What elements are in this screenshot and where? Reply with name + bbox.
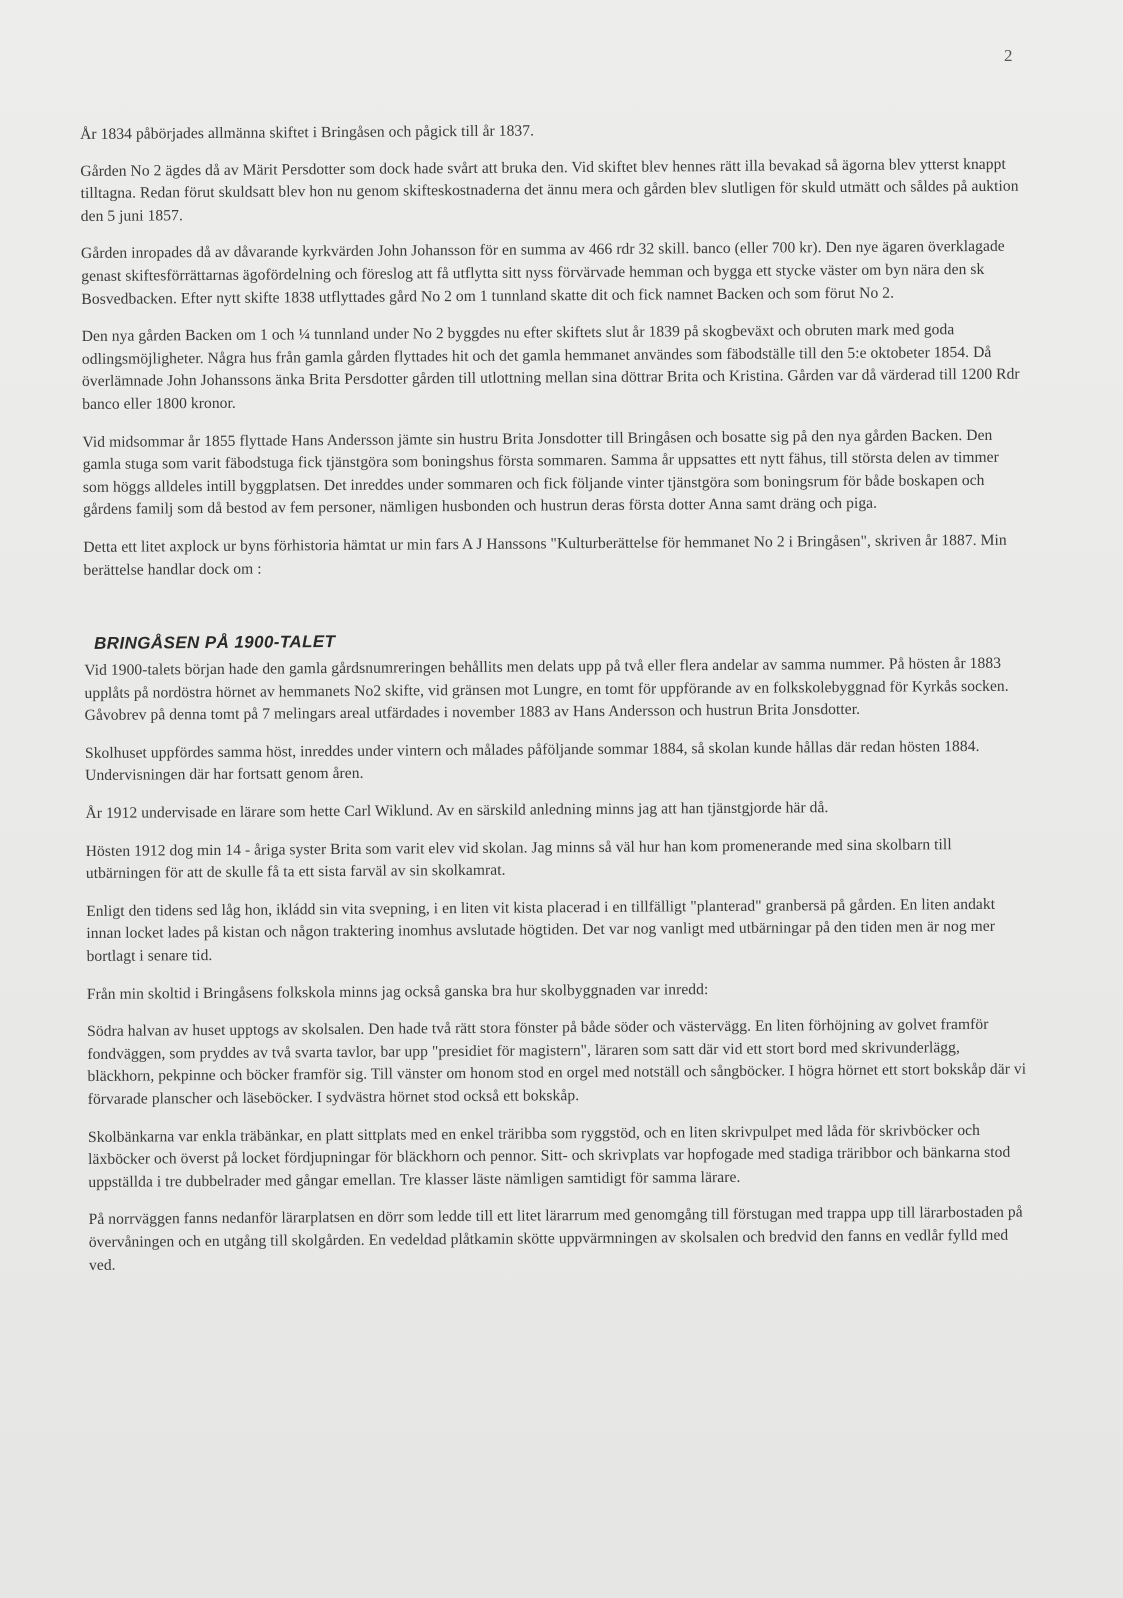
paragraph: Södra halvan av huset upptogs av skolsalen. Den hade två rätt stora fönster på både söder och västervägg. En liten förhöjning av golvet framför fondväggen, som pryddes av två svarta tavlor, bar upp "presidiet för magistern", läraren som satt där vid ett stort bord med skrivunderlägg, bläckhorn, pekpinne och böcker framför sig. Till vänster om honom stod en orgel med notställ och sångböcker. I högra hörnet ett stort bokskåp där vi förvarade planscher och läseböcker. I sydvästra hörnet stod också ett bokskåp. — [87, 1016, 1027, 1108]
paragraph: Enligt den tidens sed låg hon, ikládd sin vita svepning, i en liten vit kista placerad i en tillfälligt "planterad" granbersä på gården. En liten andakt innan locket lades på kistan och någon traktering inomhus avslutade högtiden. Det var nog vanligt med utbärningar på den tiden men är nog mer bortlagt i senare tid. — [86, 895, 996, 966]
paragraph: Gården inropades då av dåvarande kyrkvärden John Johansson för en summa av 466 rdr 32 skill. banco (eller 700 kr). Den nye ägaren överklagade genast skiftesförrättarnas ägofördelning och föreslog att få utflytta sitt nyss förvärvade hemman och bygga ett stycke väster om byn nära den sk Bosvedbacken. Efter nytt skifte 1838 utflyttades gård No 2 om 1 tunnland skatte dit och fick namnet Backen och som förut No 2. — [80, 238, 1005, 308]
paragraph: På norrväggen fanns nedanför lärarplatsen en dörr som ledde till ett litet lärarrum med genomgång till förstugan med trappa upp till lärarbostaden på övervåningen och en utgång till skolgården. En vedeldad plåtkamin skötte uppvärmningen av skolsalen och bredvid den fanns en vedlår fylld med ved. — [88, 1204, 1023, 1274]
paragraph: År 1912 undervisade en lärare som hette Carl Wiklund. Av en särskild anledning minns jag att han tjänstgjorde här då. — [85, 799, 829, 823]
paragraph: År 1834 påbörjades allmänna skiftet i Bringåsen och pågick till år 1837. — [80, 122, 535, 143]
paragraph: Vid 1900-talets början hade den gamla gårdsnumreringen behållits men delats upp på två eller flera andelar av samma nummer. På hösten år 1883 upplåts på nordöstra hörnet av hemmanets No2 skifte, vid gränsen mot Lungre, en tomt för uppförande av en folkskolebyggnad för Kyrkås socken. Gåvobrev på denna tomt på 7 melingars areal utfärdades i november 1883 av Hans Andersson och hustrun Brita Jonsdotter. — [84, 654, 1009, 725]
paragraph: Den nya gården Backen om 1 och ¼ tunnland under No 2 byggdes nu efter skiftets slut år 1839 på skogbeväxt och obruten mark med goda odlingsmöjligheter. Några hus från gamla gården flyttades hit och det gamla hemmanet användes som fäbodställe till den 5:e oktobeter 1854. Då överlämnade John Johanssons änka Brita Persdotter gården till utlottning mellan sina döttrar Brita och Kristina. Gården var då värderad till 1200 Rdr banco eller 1800 kronor. — [81, 321, 1020, 413]
paragraph: Hösten 1912 dog min 14 - åriga syster Brita som varit elev vid skolan. Jag minns så väl hur han kom promenerande med sina skolbarn till utbärningen för att de skulle få ta ett sista farväl av sin skolkamrat. — [85, 835, 952, 883]
paragraph: Skolhuset uppfördes samma höst, inreddes under vintern och målades påföljande sommar 1884, så skolan kunde hållas där redan hösten 1884. Undervisningen där har fortsatt genom åren. — [84, 737, 980, 785]
paragraph: Vid midsommar år 1855 flyttade Hans Andersson jämte sin hustru Brita Jonsdotter till Bringåsen och bosatte sig på den nya gården Backen. Den gamla stuga som varit fäbodstuga fick tjänstgöra som boningshus första sommaren. Samma år uppsattes ett nytt fähus, till största delen av timmer som höggs alldeles intill byggplatsen. Det inreddes under sommaren och fick följande vinter tjänstgöra som boningsrum för både boskapen och gårdens familj som då bestod av fem personer, nämligen husbonden och hustrun deras första dotter Anna samt dräng och piga. — [82, 426, 999, 519]
paragraph: Från min skoltid i Bringåsens folkskola minns jag också ganska bra hur skolbyggnaden var inredd: — [86, 980, 709, 1003]
document-body — [80, 117, 1029, 1293]
section-heading: BRINGÅSEN PÅ 1900-TALET — [94, 632, 336, 653]
page-number: 2 — [1004, 46, 1013, 65]
paragraph: Detta ett litet axplock ur byns förhistoria hämtat ur min fars A J Hanssons "Kulturberättelse för hemmanet No 2 i Bringåsen", skriven år 1887. Min berättelse handlar dock om : — [83, 531, 1007, 579]
paragraph: Skolbänkarna var enkla träbänkar, en platt sittplats med en enkel träribba som ryggstöd, och en liten skrivpulpet med låda för skrivböcker och läxböcker och överst på locket fördjupningar för bläckhorn och pennor. Sitt- och skrivplats var hopfogade med stadiga träribbor och bänkarna stod uppställda i tre dubbelrader med gångar emellan. Tre klasser läste nämligen samtidigt för samma lärare. — [87, 1121, 1011, 1191]
paragraph: Gården No 2 ägdes då av Märit Persdotter som dock hade svårt att bruka den. Vid skiftet blev hennes rätt illa bevakad så ägorna blev ytterst knappt tilltagna. Redan förut skuldsatt blev hon nu genom skifteskostnaderna det ännu mera och gården blev slutligen för skuld utmätt och såldes på auktion den 5 juni 1857. — [80, 155, 1019, 225]
